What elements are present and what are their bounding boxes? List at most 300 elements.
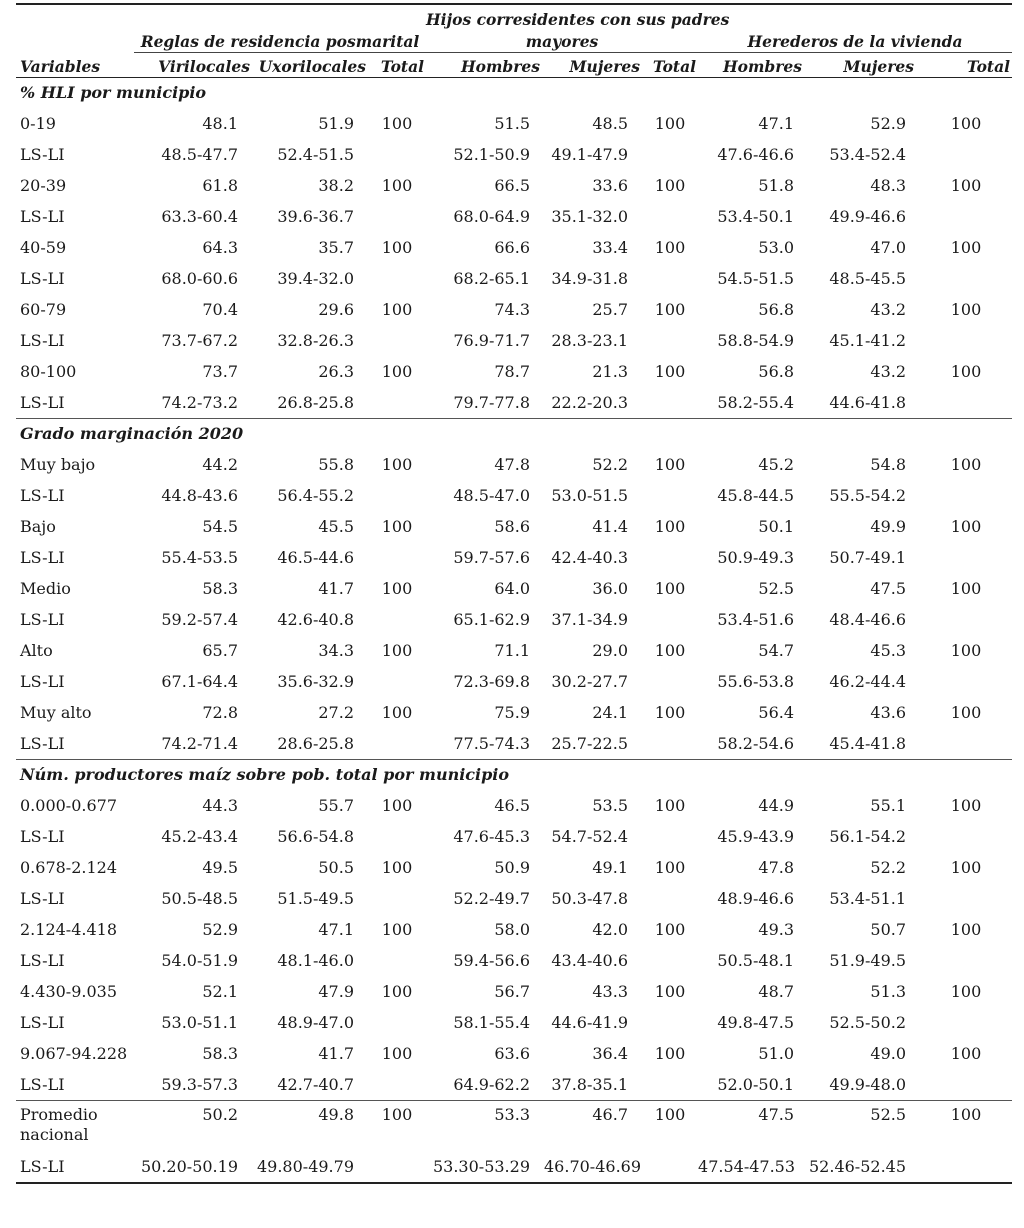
cell-uxorilocales: 51.9 [318, 113, 354, 133]
cell-total: 100 [654, 454, 686, 474]
ci-row [16, 1007, 1012, 1038]
cell-mujeres-herederos: 52.2 [870, 857, 907, 877]
cell-total: 100 [654, 981, 686, 1001]
ci-row [16, 604, 1012, 635]
cell-virilocales: 53.0-51.1 [161, 1012, 238, 1032]
cell-total: 100 [654, 113, 686, 133]
cell-total: 100 [381, 578, 413, 598]
cell-total [368, 1007, 426, 1038]
cell-total [642, 1007, 698, 1038]
cell-mujeres-herederos: 49.9-48.0 [829, 1074, 907, 1094]
data-row [16, 852, 1012, 883]
data-row [16, 232, 1012, 263]
row-label: LS-LI [16, 1151, 134, 1183]
cell-total: 100 [950, 578, 982, 598]
cell-virilocales: 65.7 [202, 640, 238, 660]
cell-virilocales: 73.7-67.2 [161, 330, 238, 350]
cell-uxorilocales: 47.9 [318, 981, 354, 1001]
cell-virilocales: 73.7 [202, 361, 238, 381]
cell-hombres-hijos: 64.9-62.2 [453, 1074, 530, 1094]
cell-mujeres-hijos: 36.0 [592, 578, 628, 598]
cell-mujeres-herederos: 52.5-50.2 [829, 1012, 907, 1032]
cell-total [642, 604, 698, 635]
ci-row [16, 201, 1012, 232]
cell-total [920, 480, 1012, 511]
cell-virilocales: 52.9 [202, 919, 238, 939]
cell-total: 100 [950, 981, 982, 1001]
data-row [16, 914, 1012, 945]
cell-total: 100 [654, 640, 686, 660]
row-label: Muy alto [20, 702, 92, 722]
ci-row [16, 666, 1012, 697]
cell-hombres-hijos: 52.2-49.7 [453, 888, 530, 908]
cell-mujeres-herederos: 44.6-41.8 [829, 392, 907, 412]
cell-hombres-herederos: 58.8-54.9 [717, 330, 795, 350]
cell-total [920, 387, 1012, 419]
cell-uxorilocales: 56.6-54.8 [277, 826, 354, 846]
cell-total [920, 821, 1012, 852]
cell-hombres-hijos: 75.9 [494, 702, 530, 722]
cell-virilocales: 61.8 [202, 175, 238, 195]
cell-total: 100 [654, 299, 686, 319]
cell-mujeres-herederos: 47.0 [870, 237, 907, 257]
row-label: 2.124-4.418 [20, 919, 118, 939]
cell-mujeres-hijos: 52.2 [592, 454, 628, 474]
section-title: Grado marginación 2020 [16, 419, 1012, 450]
national-average-row [16, 1101, 1012, 1152]
ci-row [16, 325, 1012, 356]
cell-total: 100 [950, 640, 982, 660]
cell-uxorilocales: 49.8 [252, 1101, 368, 1152]
cell-total: 100 [381, 299, 413, 319]
cell-hombres-herederos: 58.2-55.4 [717, 392, 795, 412]
cell-virilocales: 68.0-60.6 [161, 268, 238, 288]
cell-uxorilocales: 55.8 [318, 454, 354, 474]
cell-total [368, 666, 426, 697]
row-label: Promedio nacional [16, 1101, 134, 1152]
cell-mujeres-hijos: 53.5 [592, 795, 628, 815]
cell-uxorilocales: 39.4-32.0 [277, 268, 354, 288]
cell-uxorilocales: 52.4-51.5 [277, 144, 354, 164]
section-title: % HLI por municipio [20, 83, 207, 102]
cell-total: 100 [950, 702, 982, 722]
group-header-hijos-line2: mayores [426, 30, 698, 53]
cell-virilocales: 58.3 [202, 1043, 238, 1063]
cell-hombres-herederos: 53.0 [758, 237, 795, 257]
cell-total: 100 [950, 237, 982, 257]
cell-uxorilocales: 38.2 [318, 175, 354, 195]
data-row [16, 170, 1012, 201]
group-header-reglas: Reglas de residencia posmarital [134, 30, 426, 53]
cell-mujeres-herederos: 50.7 [870, 919, 907, 939]
cell-total [368, 1069, 426, 1101]
cell-total: 100 [950, 299, 982, 319]
cell-mujeres-herederos: 51.9-49.5 [829, 950, 907, 970]
ci-row [16, 728, 1012, 760]
cell-total [642, 480, 698, 511]
cell-hombres-hijos: 72.3-69.8 [453, 671, 530, 691]
cell-hombres-herederos: 48.7 [758, 981, 795, 1001]
cell-mujeres-herederos: 52.46-52.45 [808, 1151, 920, 1183]
cell-total [642, 945, 698, 976]
cell-hombres-herederos: 44.9 [758, 795, 795, 815]
cell-mujeres-herederos: 53.4-51.1 [829, 888, 907, 908]
cell-hombres-herederos: 54.7 [758, 640, 795, 660]
data-row [16, 635, 1012, 666]
cell-hombres-herederos: 47.5 [698, 1101, 808, 1152]
cell-total [368, 883, 426, 914]
cell-virilocales: 44.3 [202, 795, 238, 815]
row-label: LS-LI [20, 547, 65, 567]
cell-hombres-herederos: 52.0-50.1 [717, 1074, 795, 1094]
cell-uxorilocales: 47.1 [318, 919, 354, 939]
cell-total: 100 [381, 1043, 413, 1063]
cell-uxorilocales: 26.8-25.8 [277, 392, 354, 412]
cell-uxorilocales: 42.7-40.7 [277, 1074, 354, 1094]
cell-mujeres-herederos: 45.3 [870, 640, 907, 660]
cell-mujeres-herederos: 52.9 [870, 113, 907, 133]
row-label: LS-LI [20, 888, 65, 908]
cell-total: 100 [950, 175, 982, 195]
row-label: 20-39 [20, 175, 67, 195]
data-row [16, 976, 1012, 1007]
cell-uxorilocales: 56.4-55.2 [277, 485, 354, 505]
cell-hombres-hijos: 58.0 [494, 919, 530, 939]
cell-hombres-herederos: 58.2-54.6 [717, 733, 795, 753]
cell-total: 100 [654, 702, 686, 722]
cell-uxorilocales: 46.5-44.6 [277, 547, 354, 567]
cell-hombres-hijos: 64.0 [494, 578, 530, 598]
cell-hombres-hijos: 48.5-47.0 [453, 485, 530, 505]
row-label: Bajo [20, 516, 56, 536]
cell-mujeres-hijos: 37.8-35.1 [551, 1074, 628, 1094]
cell-total: 100 [654, 516, 686, 536]
cell-hombres-herederos: 53.4-51.6 [717, 609, 795, 629]
cell-mujeres-herederos: 46.2-44.4 [829, 671, 907, 691]
cell-total [642, 139, 698, 170]
cell-hombres-herederos: 56.8 [758, 299, 795, 319]
cell-total [642, 201, 698, 232]
cell-virilocales: 72.8 [202, 702, 238, 722]
cell-virilocales: 45.2-43.4 [161, 826, 238, 846]
cell-hombres-herederos: 50.1 [758, 516, 795, 536]
cell-uxorilocales: 39.6-36.7 [277, 206, 354, 226]
cell-total: 100 [368, 1101, 426, 1152]
data-row [16, 1038, 1012, 1069]
row-label: LS-LI [20, 144, 65, 164]
cell-uxorilocales: 55.7 [318, 795, 354, 815]
cell-hombres-herederos: 56.4 [758, 702, 795, 722]
cell-total [368, 139, 426, 170]
cell-hombres-herederos: 50.5-48.1 [717, 950, 795, 970]
data-row [16, 356, 1012, 387]
cell-virilocales: 63.3-60.4 [161, 206, 238, 226]
cell-mujeres-herederos: 49.9-46.6 [829, 206, 907, 226]
cell-total: 100 [654, 237, 686, 257]
cell-hombres-hijos: 46.5 [494, 795, 530, 815]
cell-mujeres-hijos: 28.3-23.1 [551, 330, 628, 350]
data-row [16, 449, 1012, 480]
cell-hombres-herederos: 47.8 [758, 857, 795, 877]
ci-row [16, 139, 1012, 170]
cell-total [368, 604, 426, 635]
row-label: 0.678-2.124 [20, 857, 118, 877]
cell-mujeres-hijos: 44.6-41.9 [551, 1012, 628, 1032]
cell-mujeres-hijos: 33.6 [592, 175, 628, 195]
cell-mujeres-herederos: 48.5-45.5 [829, 268, 907, 288]
cell-virilocales: 58.3 [202, 578, 238, 598]
cell-hombres-hijos: 59.7-57.6 [453, 547, 530, 567]
cell-total: 100 [381, 981, 413, 1001]
cell-mujeres-hijos: 35.1-32.0 [551, 206, 628, 226]
cell-total [642, 387, 698, 419]
cell-uxorilocales: 34.3 [318, 640, 354, 660]
cell-mujeres-herederos: 55.5-54.2 [829, 485, 907, 505]
cell-hombres-hijos: 58.6 [494, 516, 530, 536]
row-label: LS-LI [20, 1074, 65, 1094]
cell-total: 100 [950, 113, 982, 133]
cell-hombres-hijos: 71.1 [494, 640, 530, 660]
row-label: 4.430-9.035 [20, 981, 118, 1001]
cell-mujeres-hijos: 41.4 [592, 516, 628, 536]
cell-hombres-herederos: 53.4-50.1 [717, 206, 795, 226]
col-header-virilocales: Virilocales [134, 53, 252, 78]
cell-total [642, 883, 698, 914]
section-header-row [16, 419, 1012, 450]
ci-row [16, 1069, 1012, 1101]
cell-uxorilocales: 45.5 [318, 516, 354, 536]
cell-uxorilocales: 26.3 [318, 361, 354, 381]
cell-hombres-herederos: 45.9-43.9 [717, 826, 795, 846]
cell-total [920, 728, 1012, 760]
cell-hombres-herederos: 47.6-46.6 [717, 144, 795, 164]
cell-hombres-hijos: 56.7 [494, 981, 530, 1001]
row-label: Muy bajo [20, 454, 96, 474]
row-label: LS-LI [20, 733, 65, 753]
row-label: 40-59 [20, 237, 67, 257]
ci-row [16, 387, 1012, 419]
cell-virilocales: 55.4-53.5 [161, 547, 238, 567]
cell-total [368, 387, 426, 419]
cell-hombres-hijos: 65.1-62.9 [453, 609, 530, 629]
cell-hombres-hijos: 53.3 [426, 1101, 544, 1152]
cell-total [920, 325, 1012, 356]
cell-total [920, 542, 1012, 573]
cell-hombres-hijos: 59.4-56.6 [453, 950, 530, 970]
cell-uxorilocales: 48.9-47.0 [277, 1012, 354, 1032]
cell-mujeres-hijos: 46.7 [544, 1101, 642, 1152]
col-header-uxorilocales: Uxorilocales [252, 53, 368, 78]
cell-total: 100 [920, 1101, 1012, 1152]
cell-mujeres-hijos: 25.7 [592, 299, 628, 319]
cell-mujeres-hijos: 53.0-51.5 [551, 485, 628, 505]
cell-hombres-hijos: 78.7 [494, 361, 530, 381]
cell-uxorilocales: 51.5-49.5 [277, 888, 354, 908]
cell-hombres-hijos: 47.8 [494, 454, 530, 474]
cell-mujeres-herederos: 49.9 [870, 516, 907, 536]
cell-total [368, 480, 426, 511]
cell-uxorilocales: 41.7 [318, 578, 354, 598]
cell-hombres-herederos: 51.8 [758, 175, 795, 195]
cell-uxorilocales: 48.1-46.0 [277, 950, 354, 970]
cell-hombres-herederos: 48.9-46.6 [717, 888, 795, 908]
cell-mujeres-hijos: 54.7-52.4 [551, 826, 628, 846]
cell-hombres-herederos: 56.8 [758, 361, 795, 381]
cell-mujeres-hijos: 30.2-27.7 [551, 671, 628, 691]
cell-virilocales: 48.1 [202, 113, 238, 133]
cell-mujeres-herederos: 55.1 [870, 795, 907, 815]
table-body [16, 78, 1012, 1184]
cell-virilocales: 59.3-57.3 [161, 1074, 238, 1094]
cell-hombres-hijos: 51.5 [494, 113, 530, 133]
data-row [16, 573, 1012, 604]
cell-total: 100 [950, 454, 982, 474]
cell-mujeres-herederos: 45.1-41.2 [829, 330, 907, 350]
cell-total [368, 201, 426, 232]
cell-virilocales: 74.2-71.4 [161, 733, 238, 753]
cell-total [368, 728, 426, 760]
cell-hombres-hijos: 58.1-55.4 [453, 1012, 530, 1032]
row-label: LS-LI [20, 671, 65, 691]
col-header-total: Total [920, 53, 1012, 78]
cell-total [368, 263, 426, 294]
cell-total [368, 945, 426, 976]
col-header-hombres: Hombres [426, 53, 544, 78]
cell-hombres-hijos: 68.2-65.1 [453, 268, 530, 288]
cell-virilocales: 49.5 [202, 857, 238, 877]
cell-hombres-herederos: 47.1 [758, 113, 795, 133]
cell-total: 100 [381, 857, 413, 877]
cell-total [642, 263, 698, 294]
cell-virilocales: 50.2 [134, 1101, 252, 1152]
cell-mujeres-hijos: 36.4 [592, 1043, 628, 1063]
cell-hombres-hijos: 68.0-64.9 [453, 206, 530, 226]
top-rule [16, 3, 1012, 5]
cell-mujeres-herederos: 48.4-46.6 [829, 609, 907, 629]
cell-mujeres-hijos: 46.70-46.69 [544, 1151, 642, 1183]
cell-mujeres-herederos: 56.1-54.2 [829, 826, 907, 846]
cell-hombres-hijos: 47.6-45.3 [453, 826, 530, 846]
cell-virilocales: 59.2-57.4 [161, 609, 238, 629]
cell-total: 100 [381, 175, 413, 195]
cell-uxorilocales: 50.5 [318, 857, 354, 877]
cell-mujeres-herederos: 47.5 [870, 578, 907, 598]
cell-mujeres-hijos: 42.4-40.3 [551, 547, 628, 567]
cell-virilocales: 50.20-50.19 [134, 1151, 252, 1183]
cell-total: 100 [381, 113, 413, 133]
cell-hombres-herederos: 51.0 [758, 1043, 795, 1063]
cell-total [920, 1069, 1012, 1101]
cell-mujeres-herederos: 43.6 [870, 702, 907, 722]
cell-hombres-hijos: 50.9 [494, 857, 530, 877]
cell-total: 100 [950, 795, 982, 815]
cell-mujeres-hijos: 50.3-47.8 [551, 888, 628, 908]
cell-hombres-hijos: 63.6 [494, 1043, 530, 1063]
cell-mujeres-hijos: 43.3 [592, 981, 628, 1001]
cell-mujeres-hijos: 22.2-20.3 [551, 392, 628, 412]
cell-hombres-herederos: 50.9-49.3 [717, 547, 795, 567]
cell-total: 100 [654, 578, 686, 598]
ci-row [16, 542, 1012, 573]
cell-mujeres-hijos: 29.0 [592, 640, 628, 660]
cell-total: 100 [381, 516, 413, 536]
cell-hombres-herederos: 45.2 [758, 454, 795, 474]
cell-mujeres-herederos: 43.2 [870, 299, 907, 319]
cell-hombres-herederos: 54.5-51.5 [717, 268, 795, 288]
cell-hombres-hijos: 79.7-77.8 [453, 392, 530, 412]
row-label: LS-LI [20, 950, 65, 970]
header-row-groups-1 [16, 8, 1012, 30]
cell-virilocales: 67.1-64.4 [161, 671, 238, 691]
cell-total [368, 1151, 426, 1183]
cell-total [642, 821, 698, 852]
cell-mujeres-hijos: 25.7-22.5 [551, 733, 628, 753]
cell-total [920, 263, 1012, 294]
row-label: LS-LI [20, 485, 65, 505]
data-row [16, 697, 1012, 728]
cell-mujeres-hijos: 34.9-31.8 [551, 268, 628, 288]
header-row-columns [16, 53, 1012, 78]
cell-total [920, 139, 1012, 170]
col-header-total: Total [642, 53, 698, 78]
cell-uxorilocales: 41.7 [318, 1043, 354, 1063]
cell-total: 100 [381, 640, 413, 660]
cell-virilocales: 64.3 [202, 237, 238, 257]
cell-mujeres-hijos: 42.0 [592, 919, 628, 939]
row-label: 9.067-94.228 [20, 1043, 128, 1063]
data-table [16, 8, 1012, 1184]
ci-row [16, 821, 1012, 852]
row-label: LS-LI [20, 826, 65, 846]
cell-mujeres-hijos: 49.1 [592, 857, 628, 877]
cell-mujeres-herederos: 53.4-52.4 [829, 144, 907, 164]
cell-virilocales: 70.4 [202, 299, 238, 319]
section-title: Núm. productores maíz sobre pob. total por municipio [16, 760, 1012, 791]
cell-hombres-herederos: 47.54-47.53 [698, 1151, 808, 1183]
national-ci-row [16, 1151, 1012, 1183]
cell-total [920, 1007, 1012, 1038]
cell-total: 100 [950, 361, 982, 381]
cell-total [642, 666, 698, 697]
data-row [16, 511, 1012, 542]
col-header-variables: Variables [16, 53, 134, 78]
row-label: Alto [20, 640, 53, 660]
row-label: LS-LI [20, 268, 65, 288]
cell-total: 100 [654, 175, 686, 195]
cell-total [368, 542, 426, 573]
row-label: LS-LI [20, 330, 65, 350]
cell-total: 100 [381, 919, 413, 939]
cell-total [920, 604, 1012, 635]
row-label: LS-LI [20, 1012, 65, 1032]
cell-mujeres-hijos: 37.1-34.9 [551, 609, 628, 629]
cell-total [368, 821, 426, 852]
cell-uxorilocales: 49.80-49.79 [252, 1151, 368, 1183]
cell-mujeres-herederos: 50.7-49.1 [829, 547, 907, 567]
cell-total: 100 [950, 919, 982, 939]
cell-total [920, 666, 1012, 697]
cell-virilocales: 48.5-47.7 [161, 144, 238, 164]
row-label: Medio [20, 578, 71, 598]
cell-total: 100 [654, 857, 686, 877]
cell-mujeres-hijos: 24.1 [592, 702, 628, 722]
cell-uxorilocales: 35.6-32.9 [277, 671, 354, 691]
cell-total: 100 [654, 795, 686, 815]
cell-mujeres-herederos: 48.3 [870, 175, 907, 195]
cell-total: 100 [654, 1043, 686, 1063]
cell-total [920, 1151, 1012, 1183]
cell-uxorilocales: 32.8-26.3 [277, 330, 354, 350]
